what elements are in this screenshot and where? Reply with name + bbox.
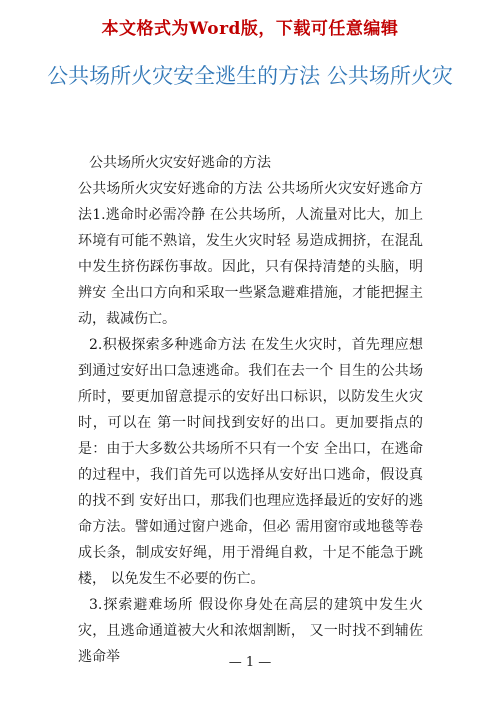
paragraph-3: 3.探索避难场所 假设你身处在高层的建筑中发生火灾，且逃命通道被大火和浓烟割断， 又一时找不到辅佐逃命举 — [78, 597, 423, 665]
paragraph-1: 公共场所火灾安好逃命的方法 公共场所火灾安好逃命方法1.逃命时必需冷静 在公共场所，人流量对比大，加上环境有可能不熟谙，发生火灾时轻 易造成拥挤，在混乱中发生挤伤踩伤事故。因此，只有保持清楚的头脑，明辨安 全出口方向和采取一些紧急避难措施，才能把握主动，裁减伤亡。 — [78, 181, 423, 327]
paragraph-2: 2.积极探索多种逃命方法 在发生火灾时，首先理应想到通过安好出口急速逃命。我们在去一个 目生的公共场所时，要更加留意提示的安好出口标识，以防发生火灾时，可以在 第一时间找到安好的出口。更加要指点的是：由于大多数公共场所不只有一个安 全出口，在逃命的过程中，我们首先可以选择从安好出口逃命，假设真的找不到 安好出口，那我们也理应选择最近的安好的逃命方法。譬如通过窗户逃命，但必 需用窗帘或地毯等卷成长条，制成安好绳，用于滑绳自救，十足不能急于跳楼， 以免发生不必要的伤亡。 — [78, 337, 423, 587]
document-body — [78, 150, 423, 670]
section-heading: 公共场所火灾安好逃命的方法 — [89, 155, 271, 171]
document-title: 公共场所火灾安全逃生的方法 公共场所火灾 — [47, 64, 453, 88]
page-number: — 1 — — [228, 655, 272, 670]
format-banner: 本文格式为Word版，下载可任意编辑 — [101, 19, 399, 39]
